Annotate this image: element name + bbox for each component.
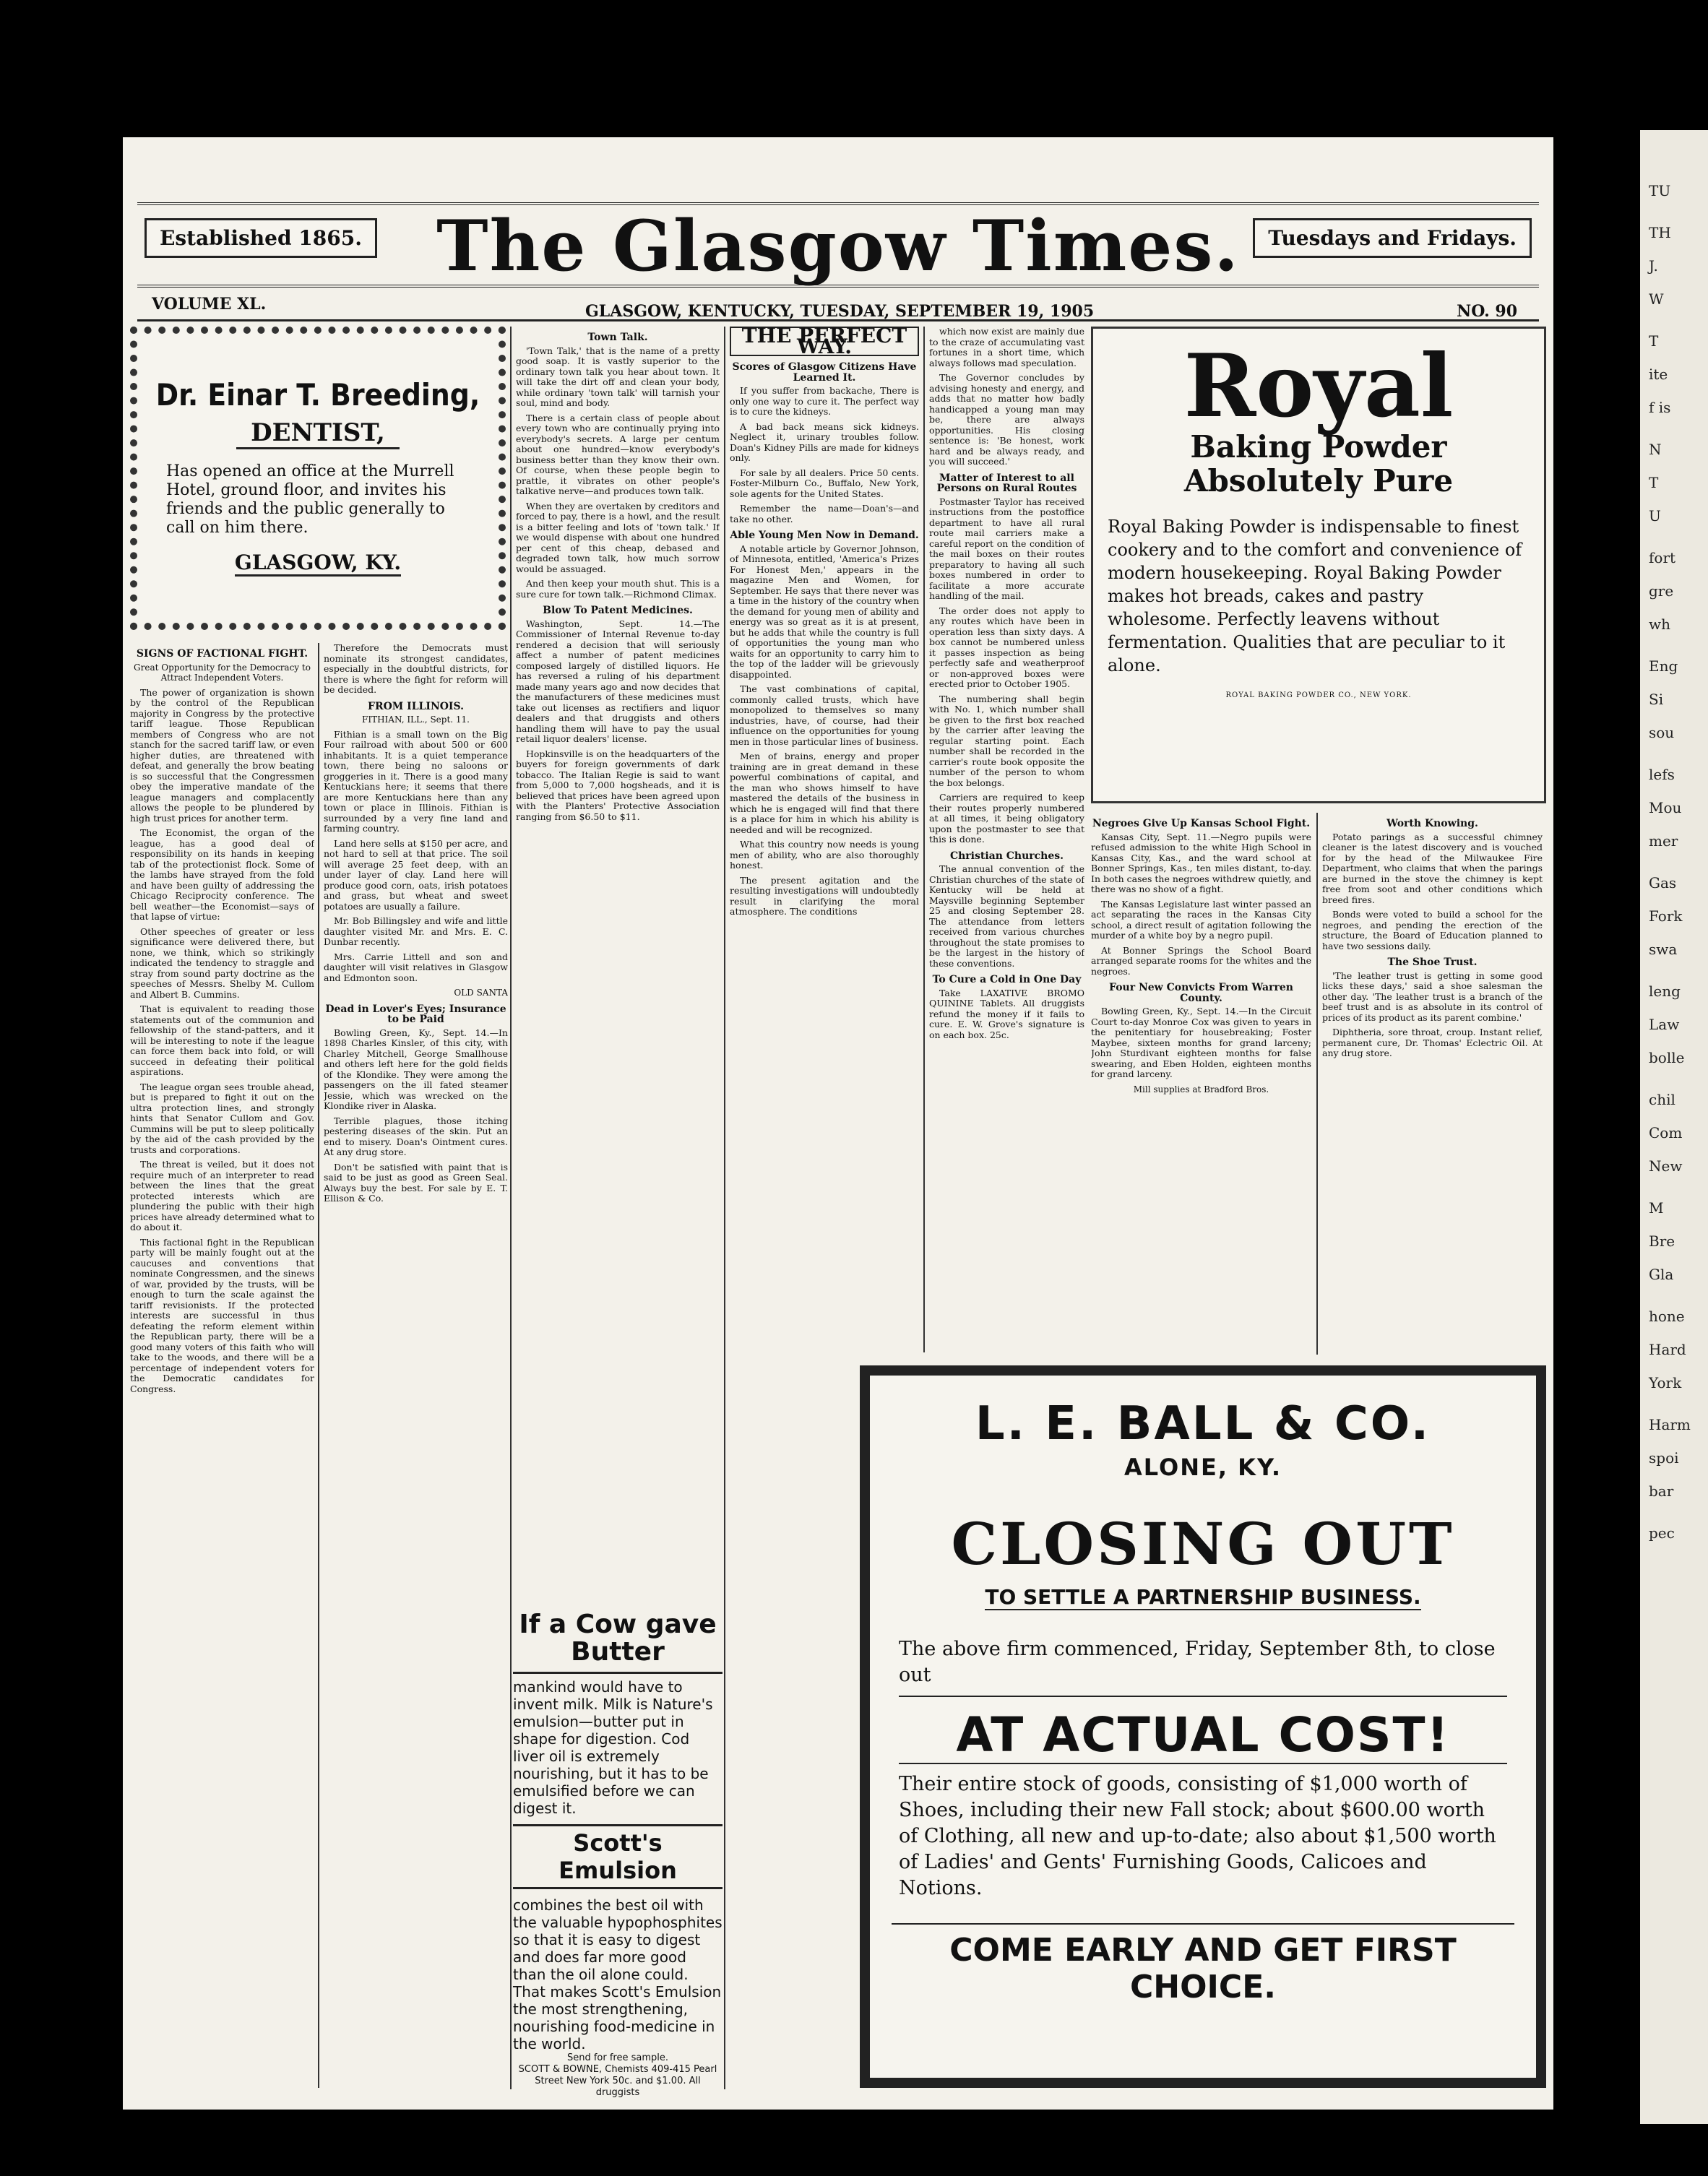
article-paragraph: Postmaster Taylor has received instructions from the postoffice department to have all rural route mail carriers make a careful report on the condition of the mail boxes on their routes preparatory to having all such boxes numbered in order to facilitate a more accurate handling of the mail. (929, 496, 1084, 601)
edge-text-fragment: T (1649, 332, 1659, 350)
edge-text-fragment: swa (1649, 941, 1678, 958)
column-3 (516, 327, 720, 1598)
ball-subhead: TO SETTLE A PARTNERSHIP BUSINESS. (985, 1585, 1421, 1609)
dateline (137, 290, 1539, 321)
edge-text-fragment: bolle (1649, 1049, 1685, 1066)
article-paragraph: Men of brains, energy and proper training are in great demand in these powerful combinations of capital, and the man who shows himself to have mastered the details of the business in which he is engaged will find that there is a place for him in which his ability is needed and will be recognized. (730, 751, 919, 835)
article-paragraph: The vast combinations of capital, commonly called trusts, which have monopolized to themselves so many industries, have, of course, had their influence on the opportunities for young men in those particular lines of business. (730, 683, 919, 747)
article-paragraph: Take LAXATIVE BROMO QUININE Tablets. All druggists refund the money if it fails to cure. E. W. Grove's signature is on each box. 25c. (929, 987, 1084, 1040)
factional-heading: SIGNS OF FACTIONAL FIGHT. (136, 648, 309, 660)
edge-text-fragment: spoi (1649, 1449, 1679, 1467)
ball-footer: COME EARLY AND GET FIRST CHOICE. (892, 1923, 1514, 2006)
church-heading: Christian Churches. (949, 850, 1064, 862)
dentist-text: Has opened an office at the Murrell Hotel, ground floor, and invites his friends and the public generally to call on him there. (166, 462, 454, 537)
column-rule (923, 327, 925, 1352)
article-paragraph: Bonds were voted to build a school for the negroes, and pending the erection of the structure, the Board of Education planned to have two sessions daily. (1322, 909, 1543, 951)
edge-text-fragment: W (1649, 290, 1664, 308)
schedule-box: Tuesdays and Fridays. (1253, 218, 1532, 258)
article-paragraph: Don't be satisfied with paint that is said to be just as good as Green Seal. Always buy the best. For sale by E. T. Ellison & Co. (324, 1161, 508, 1204)
article-paragraph: Diphtheria, sore throat, croup. Instant relief, permanent cure, Dr. Thomas' Eclectric Oil. At any drug store. (1322, 1027, 1543, 1058)
column-1 (130, 643, 314, 2088)
edge-text-fragment: T (1649, 474, 1659, 491)
royal-baking-powder-ad (1091, 327, 1546, 803)
edge-text-fragment: leng (1649, 983, 1681, 1000)
column-7 (1091, 813, 1311, 1355)
article-paragraph: Other speeches of greater or less significance were delivered there, but none, we think, which so strikingly indicated the tendency to straggle and stray from sound party doctrine as the speeches of Messrs. Shelby M. Cullom and Albert B. Cummins. (130, 925, 314, 1000)
article-paragraph: Terrible plagues, those itching pestering diseases of the skin. Put an end to misery. Doan's Ointment cures. At any drug store. (324, 1115, 508, 1157)
edge-text-fragment: York (1649, 1374, 1682, 1391)
edge-text-fragment: wh (1649, 616, 1670, 633)
edge-text-fragment: New (1649, 1157, 1683, 1175)
scotts-emulsion-ad (513, 1610, 723, 2098)
ball-headline: CLOSING OUT (951, 1510, 1455, 1578)
article-paragraph: For sale by all dealers. Price 50 cents. Foster-Milburn Co., Buffalo, New York, sole agents for the United States. (730, 467, 919, 499)
ball-name: L. E. BALL & CO. (975, 1397, 1431, 1451)
rural-heading: Matter of Interest to all Persons on Rural Routes (936, 472, 1077, 494)
article-paragraph: The Kansas Legislature last winter passed an act separating the races in the Kansas City school, a direct result of agitation following the murder of a white boy by a negro pupil. (1091, 898, 1311, 941)
edge-text-fragment: Harm (1649, 1416, 1691, 1433)
ball-description: The above firm commenced, Friday, September 8th, to close out (899, 1638, 1496, 1686)
edge-text-fragment: Gla (1649, 1266, 1674, 1283)
edge-text-fragment: Hard (1649, 1341, 1686, 1358)
adjacent-page-edge (1640, 130, 1708, 2124)
royal-product: Baking Powder (1190, 429, 1447, 465)
issue-number: NO. 90 (1457, 302, 1517, 321)
knowing-heading: Worth Knowing. (1386, 818, 1478, 829)
royal-brand: Royal (1183, 335, 1454, 437)
newspaper-title: The Glasgow Times. (436, 205, 1240, 287)
article-paragraph: Kansas City, Sept. 11.—Negro pupils were refused admission to the white High School in Kansas City, Kas., and the ward school at Bonner Springs, Kas., ten miles distant, to-day. In both cases the negroes withdrew quietly, and there was no show of a fight. (1091, 831, 1311, 894)
le-ball-ad (860, 1365, 1546, 2088)
edge-text-fragment: Law (1649, 1016, 1680, 1033)
article-paragraph: At Bonner Springs the School Board arranged separate rooms for the whites and the negroes. (1091, 944, 1311, 977)
illinois-dateline: FITHIAN, ILL., Sept. 11. (362, 714, 470, 725)
royal-text: Royal Baking Powder is indispensable to finest cookery and to the comfort and convenience of modern housekeeping. Royal Baking Powder makes hot breads, cakes and pastry wholesome. Perfectly leavens without fermentation. Qualities that are peculiar to it alone. (1108, 517, 1522, 675)
article-paragraph: Bowling Green, Ky., Sept. 14.—In 1898 Charles Kinsler, of this city, with Charley Mitchell, George Smallhouse and others left here for the gold fields of the Klondike. They were among the passengers on the ill fated steamer Jessie, which was wrecked on the Klondike river in Alaska. (324, 1027, 508, 1111)
illinois-heading: FROM ILLINOIS. (368, 700, 464, 712)
medicine-heading: Blow To Patent Medicines. (543, 605, 693, 616)
article-paragraph: The threat is veiled, but it does not require much of an interpreter to read between the lines that the great protected interests which are plundering the public with their high prices have already determined what to do about it. (130, 1159, 314, 1232)
article-paragraph: Remember the name—Doan's—and take no other. (730, 503, 919, 524)
column-rule (1316, 813, 1318, 1355)
article-paragraph: That is equivalent to reading those statements out of the communion and fellowship of the stand-patters, and it will be interesting to note if the league can force them back into fold, or will succeed in defeating their political aspirations. (130, 1003, 314, 1077)
edge-text-fragment: TH (1649, 224, 1671, 241)
town-talk-heading: Town Talk. (587, 332, 648, 343)
dentist-city: GLASGOW, KY. (235, 551, 401, 577)
edge-text-fragment: fort (1649, 549, 1676, 566)
article-paragraph: Washington, Sept. 14.—The Commissioner of Internal Revenue to-day rendered a decision that will seriously affect a number of patent medicines composed largely of distilled liquors. He has reversed a ruling of his department made many years ago and now decides that the manufacturers of these medicines must take out licenses as rectifiers and liquor dealers and that druggists and others handling them will have to pay the usual retail liquor dealers' license. (516, 618, 720, 744)
demand-heading: Able Young Men Now in Demand. (730, 530, 919, 541)
article-paragraph: A bad back means sick kidneys. Neglect it, urinary troubles follow. Doan's Kidney Pills are made for kidneys only. (730, 420, 919, 463)
edge-text-fragment: mer (1649, 832, 1678, 850)
edge-text-fragment: chil (1649, 1091, 1675, 1108)
edge-text-fragment: Eng (1649, 657, 1678, 675)
article-paragraph: This factional fight in the Republican party will be mainly fought out at the caucuses and conventions that nominate Congressmen, and the sinews of war, provided by the trusts, will be enough to turn the scale against the tariff revisionists. If the protected interests are successful in thus defeating the reform element within the Republican party, there will be a good many voters of this faith who will take to the woods, and there will be a percentage of independent voters for the Democratic candidates for Congress. (130, 1236, 314, 1394)
perfect-way-box (730, 327, 919, 383)
column-rule (724, 327, 725, 2089)
article-paragraph: What this country now needs is young men of ability, who are also thoroughly honest. (730, 839, 919, 871)
cold-heading: To Cure a Cold in One Day (932, 974, 1082, 985)
edge-text-fragment: hone (1649, 1308, 1685, 1325)
article-paragraph: Mr. Bob Billingsley and wife and little daughter visited Mr. and Mrs. E. C. Dunbar recently. (324, 915, 508, 947)
ball-stock: Their entire stock of goods, consisting of $1,000 worth of Shoes, including their new Fall stock; about $600.00 worth of Clothing, all new and up-to-date; also about $1,500 worth of Ladies' and Gents' Furnishing Goods, Calicoes and Notions. (899, 1773, 1496, 1899)
dentist-ad (130, 327, 506, 630)
perfect-way-heading: THE PERFECT WAY. (730, 327, 919, 356)
article-paragraph: Fithian is a small town on the Big Four railroad with about 500 or 600 inhabitants. It is a quiet temperance town, there being no saloons or groggeries in it. There is a good many Kentuckians here; it seems that there are more Kentuckians here than any town or place in Illinois. Fithian is surrounded by a very fine land and farming country. (324, 728, 508, 834)
ball-place: ALONE, KY. (1124, 1454, 1282, 1481)
article-paragraph: The Governor concludes by advising honesty and energy, and adds that no matter how badly handicapped a young man may be, there are always opportunities. His closing sentence is: 'Be honest, work hard and be always ready, and you will succeed.' (929, 372, 1084, 467)
article-paragraph: The power of organization is shown by the control of the Republican majority in Congress by the protective tariff league. Those Republican members of Congress who are not stanch for the sacred tariff law, or even higher duties, are threatened with defeat, and generally the brow beating is so successful that the Congressmen obey the imperative mandate of the league managers and complacently allows the people to be plundered by high trust prices for another term. (130, 686, 314, 824)
article-paragraph: The order does not apply to any routes which have been in operation less than sixty days. A box cannot be numbered unless it passes inspection as being perfectly safe and weatherproof or non-approved boxes were erected prior to October 1905. (929, 605, 1084, 689)
edge-text-fragment: gre (1649, 582, 1674, 600)
edge-text-fragment: M (1649, 1199, 1664, 1217)
edge-text-fragment: pec (1649, 1524, 1675, 1542)
article-paragraph: The numbering shall begin with No. 1, which number shall be given to the first box reached by the carrier after leaving the regular starting point. Each number shall be recorded in the carrier's route book opposite the number of the person to whom the box belongs. (929, 693, 1084, 788)
article-paragraph: A notable article by Governor Johnson, of Minnesota, entitled, 'America's Prizes For Honest Men,' appears in the magazine Men and Women, for September. He says that there never was a time in the history of the country when the demand for young men of ability and energy was so great as it is at present, but he adds that while the country is full of opportunities the young man who waits for an opportunity to carry him to the top of the ladder will be grievously disappointed. (730, 543, 919, 680)
factional-subheading: Great Opportunity for the Democracy to Attract Independent Voters. (134, 662, 311, 683)
scotts-product: Scott's Emulsion (513, 1824, 723, 1889)
column-5 (929, 327, 1084, 1352)
scotts-headline: If a Cow gave Butter (513, 1611, 723, 1674)
article-paragraph: Potato parings as a successful chimney cleaner is the latest discovery and is vouched for by the head of the Milwaukee Fire Department, who claims that when the parings are burned in the stove the chimney is kept free from soot and other conditions which breed fires. (1322, 831, 1543, 905)
cost-banner (899, 1696, 1507, 1764)
edge-text-fragment: Fork (1649, 907, 1683, 925)
column-2 (324, 643, 508, 2088)
article-paragraph: The present agitation and the resulting investigations will undoubtedly result in clarifying the moral atmosphere. The conditions (730, 874, 919, 917)
article-paragraph: 'The leather trust is getting in some good licks these days,' said a shoe salesman the other day. 'The leather trust is a branch of the beef trust and is as absolute in its control of prices of its product as its parent combine.' (1322, 970, 1543, 1023)
column-rule (510, 327, 512, 2089)
established-box: Established 1865. (145, 218, 377, 258)
royal-claim: Absolutely Pure (1183, 463, 1454, 498)
edge-text-fragment: sou (1649, 724, 1675, 741)
article-paragraph: The league organ sees trouble ahead, but is prepared to fight it out on the ultra protection lines, and strongly hints that Senator Cullom and Gov. Cummins will be put to sleep politically by the aid of the cash provided by the trusts and corporations. (130, 1081, 314, 1155)
article-paragraph: Land here sells at $150 per acre, and not hard to sell at that price. The soil will average 25 feet deep, with an under layer of clay. Land here will produce good corn, oats, irish potatoes and grass, but wheat and sweet potatoes are usually a failure. (324, 837, 508, 912)
scotts-address: SCOTT & BOWNE, Chemists 409-415 Pearl Street New York 50c. and $1.00. All druggists (518, 2064, 717, 2098)
edge-text-fragment: Com (1649, 1124, 1683, 1141)
article-paragraph: Bowling Green, Ky., Sept. 14.—In the Circuit Court to-day Monroe Cox was given to years in the penitentiary for housebreaking; Foster Maybee, sixteen months for grand larceny; John Sturdivant eighteen months for false swearing, and Eben Holden, eighteen months for grand larceny. (1091, 1006, 1311, 1079)
edge-text-fragment: Mou (1649, 799, 1682, 816)
scotts-body: mankind would have to invent milk. Milk is Nature's emulsion—butter put in shape for digestion. Cod liver oil is extremely nourishing, but it has to be emulsified before we can digest it. (513, 1678, 713, 1817)
article-paragraph: which now exist are mainly due to the craze of accumulating vast fortunes in a short time, which always follows mad speculation. (929, 327, 1084, 368)
article-paragraph: Therefore the Democrats must nominate its strongest candidates, especially in the doubtful districts, for there is where the fight for reform will be decided. (324, 643, 508, 695)
newspaper-page (123, 137, 1553, 2110)
article-paragraph: And then keep your mouth shut. This is a sure cure for town talk.—Richmond Climax. (516, 578, 720, 600)
place-date: GLASGOW, KENTUCKY, TUESDAY, SEPTEMBER 19, 1905 (585, 302, 1095, 321)
edge-text-fragment: N (1649, 441, 1662, 458)
scotts-sample: Send for free sample. (566, 2052, 669, 2063)
signoff: OLD SANTA (454, 988, 508, 998)
article-paragraph: If you suffer from backache, There is only one way to cure it. The perfect way is to cure the kidneys. (730, 385, 919, 417)
column-rule (318, 643, 319, 2088)
mill-notice: Mill supplies at Bradford Bros. (1133, 1084, 1269, 1095)
perfect-way-subheading: Scores of Glasgow Citizens Have Learned It. (732, 361, 917, 384)
article-paragraph: The annual convention of the Christian churches of the state of Kentucky will be held at Maysville beginning September 25 and closing September 28. The attendance from letters received from various churches throughout the state promises to be the largest in the history of these conventions. (929, 863, 1084, 969)
edge-text-fragment: TU (1649, 182, 1671, 199)
volume: VOLUME XL. (152, 295, 267, 314)
masthead (137, 202, 1539, 288)
article-paragraph: The Economist, the organ of the league, has a good deal of responsibility on its hands in keeping tab of the protectionist flock. Some of the lambs have strayed from the fold and have been guilty of addressing the Chicago Reciprocity conference. The bell weather—the Economist—says of that lapse of virtue: (130, 827, 314, 922)
convicts-heading: Four New Convicts From Warren County. (1109, 982, 1293, 1004)
edge-text-fragment: lefs (1649, 766, 1675, 783)
article-paragraph: Hopkinsville is on the headquarters of the buyers for foreign governments of dark tobacco. The Italian Regie is said to want from 5,000 to 7,000 hogsheads, and it is believed that prices have been agreed upon with the Planters' Protective Association ranging from $6.50 to $11. (516, 748, 720, 822)
edge-text-fragment: Si (1649, 691, 1664, 708)
edge-text-fragment: U (1649, 507, 1661, 524)
edge-text-fragment: Bre (1649, 1232, 1675, 1250)
shoe-heading: The Shoe Trust. (1387, 957, 1478, 968)
dentist-name: Dr. Einar T. Breeding, (155, 377, 480, 413)
column-8 (1322, 813, 1543, 1355)
scotts-body-2: combines the best oil with the valuable hypophosphites so that it is easy to digest and does far more good than the oil alone could. That makes Scott's Emulsion the most strengthening, nourishing food-medicine in the world. (513, 1896, 723, 2052)
negroes-heading: Negroes Give Up Kansas School Fight. (1092, 818, 1311, 829)
edge-text-fragment: Gas (1649, 874, 1677, 891)
article-paragraph: Carriers are required to keep their routes properly numbered at all times, it being obligatory upon the postmaster to see that this is done. (929, 792, 1084, 845)
article-paragraph: Mrs. Carrie Littell and son and daughter will visit relatives in Glasgow and Edmonton soon. (324, 951, 508, 983)
article-paragraph: There is a certain class of people about every town who are continually prying into everybody's secrets. A large per centum about one hundred—know everybody's business better than they know their own. Of course, when these people begin to prattle, it vibrates on other people's talkative nerve—and produces town talk. (516, 412, 720, 496)
edge-text-fragment: f is (1649, 399, 1671, 416)
article-paragraph: 'Town Talk,' that is the name of a pretty good soap. It is vastly superior to the ordinary town talk you hear about town. It will take the dirt off and clean your body, while ordinary 'town talk' will tarnish your soul, mind and body. (516, 345, 720, 408)
edge-text-fragment: J. (1649, 257, 1658, 275)
edge-text-fragment: bar (1649, 1482, 1674, 1500)
dentist-profession: DENTIST, (236, 418, 400, 449)
article-paragraph: When they are overtaken by creditors and forced to pay, there is a howl, and the result is a bitter feeling and lots of 'town talk.' If we would dispense with about one hundred per cent of this cheap, debased and degraded town talk, how much sorrow would be assuaged. (516, 500, 720, 574)
edge-text-fragment: ite (1649, 366, 1668, 383)
ball-cost: AT ACTUAL COST! (956, 1707, 1450, 1763)
insurance-heading: Dead in Lover's Eyes; Insurance to be Paid (325, 1003, 506, 1025)
royal-company: ROYAL BAKING POWDER CO., NEW YORK. (1225, 691, 1412, 699)
